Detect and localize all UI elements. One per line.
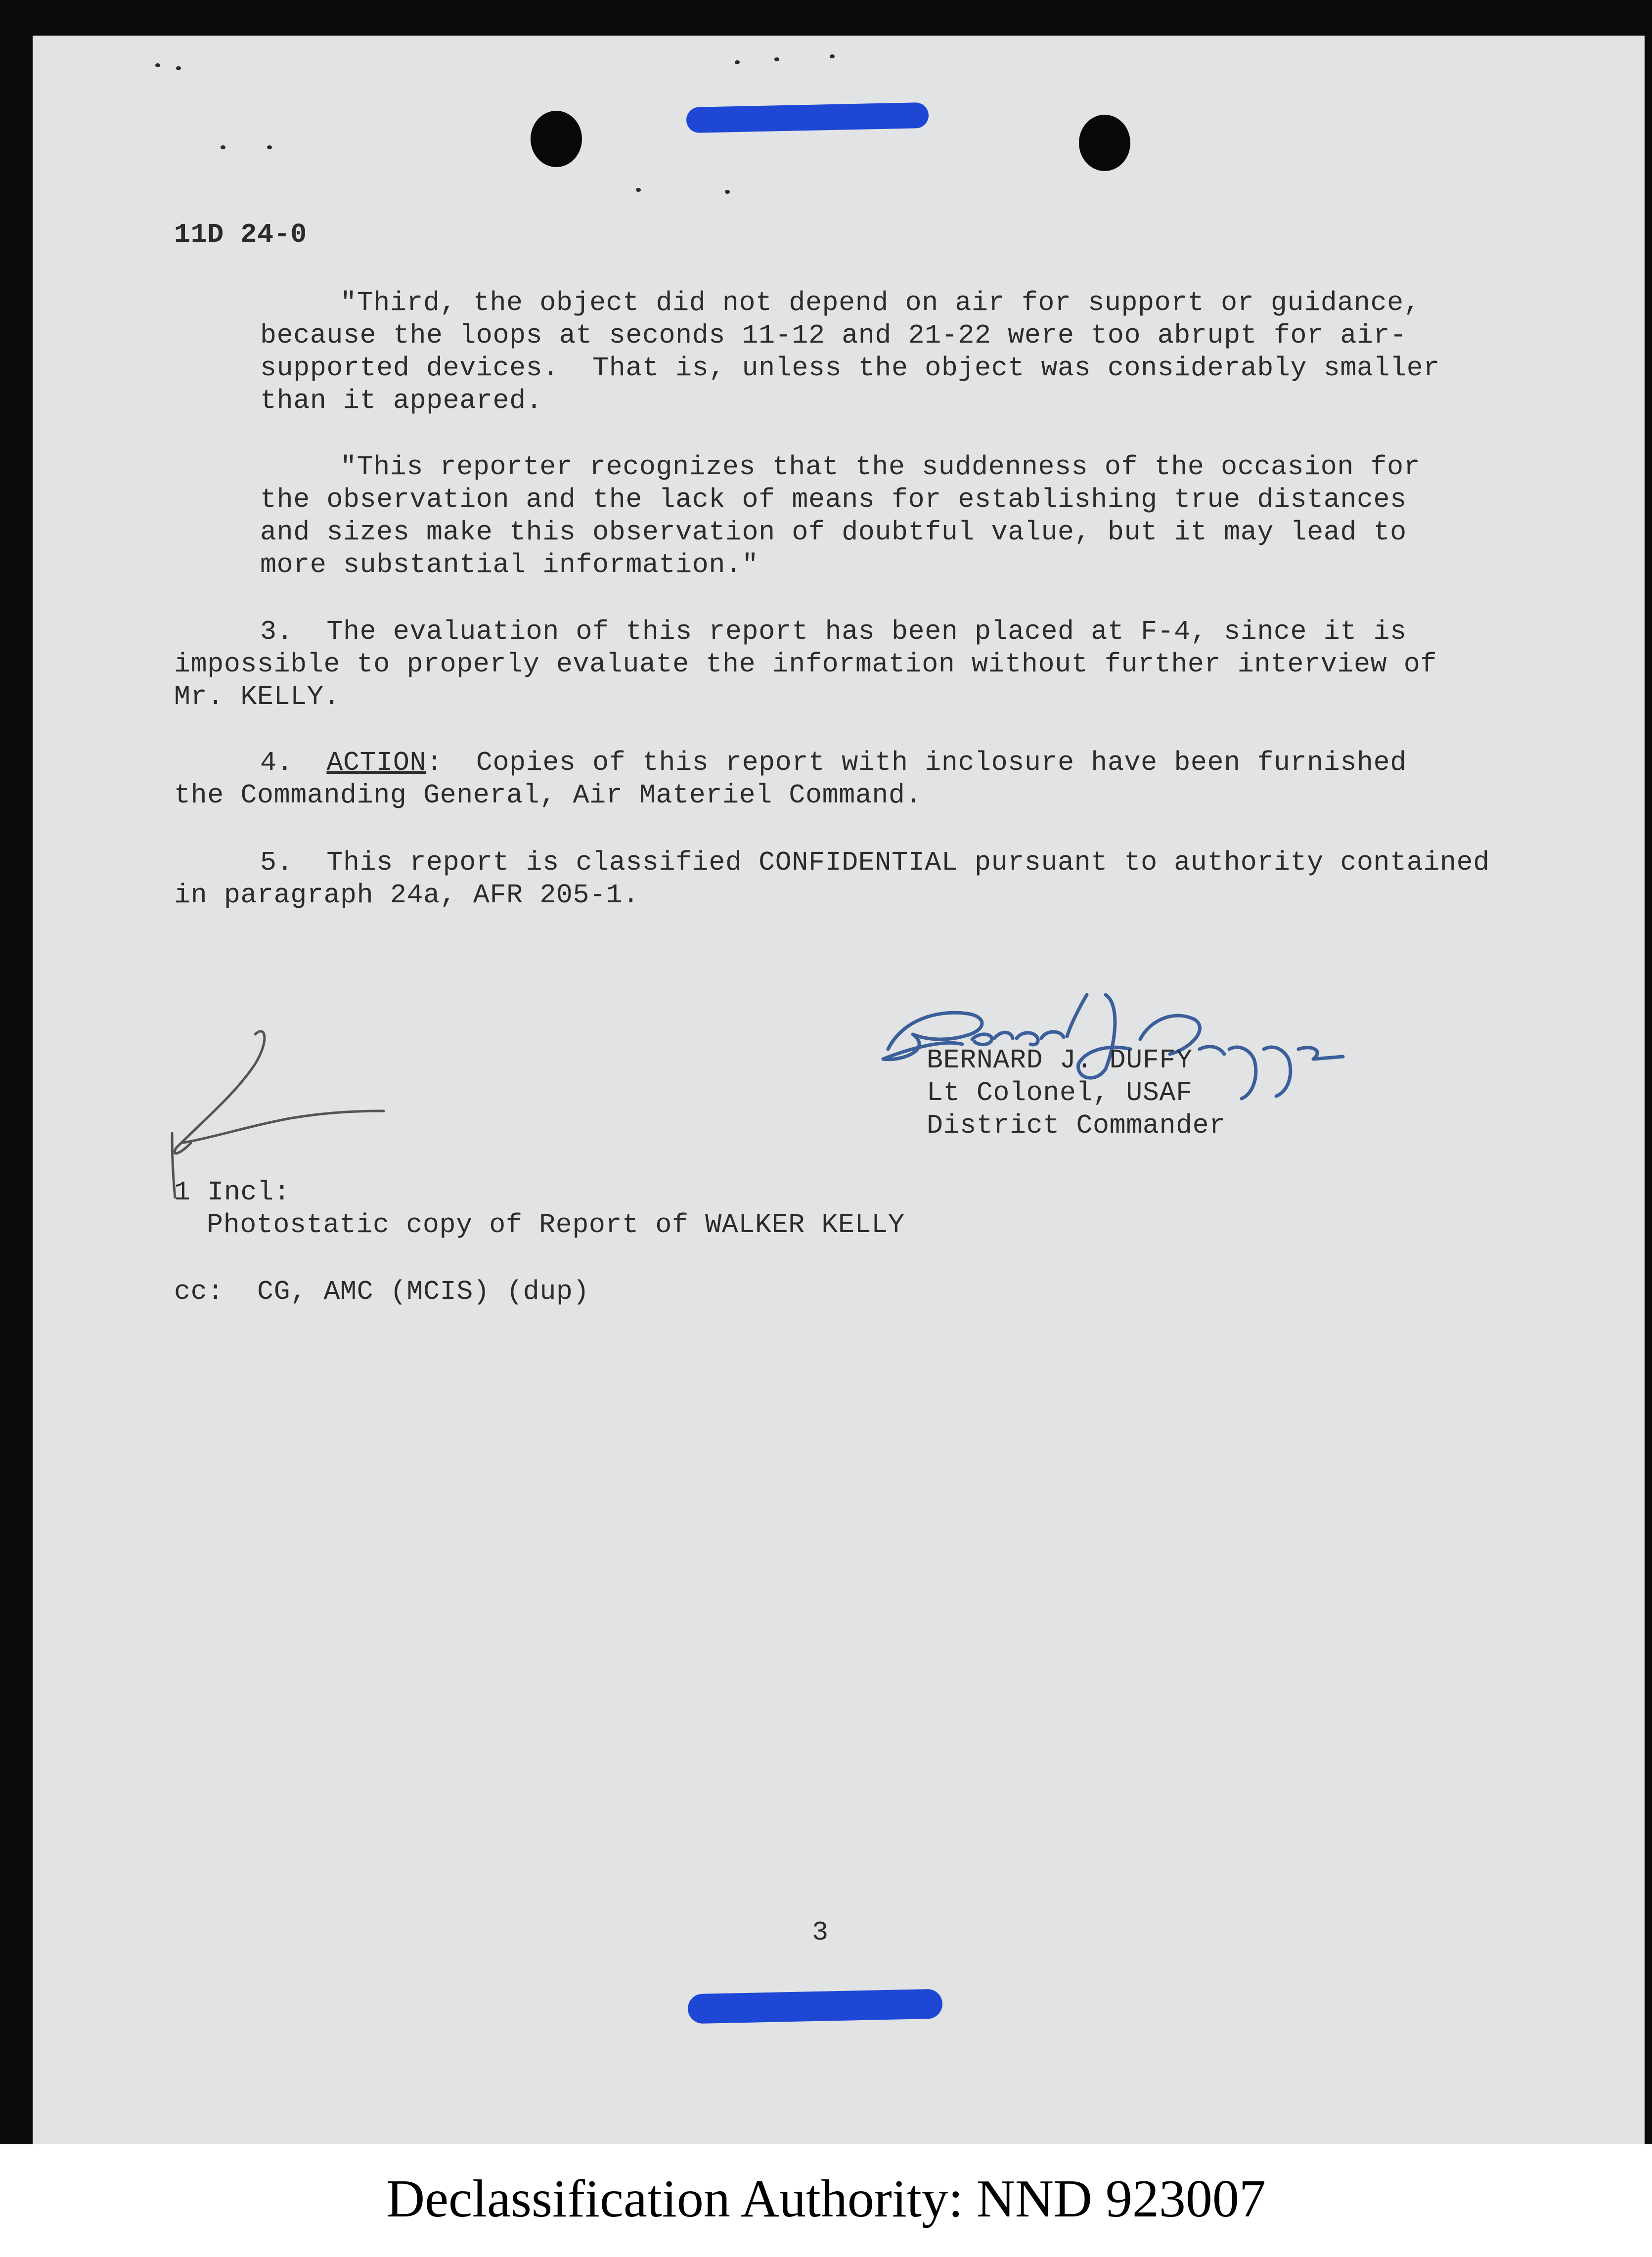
document-page: [33, 36, 1645, 2144]
blue-marker-redaction-bottom: [687, 1989, 942, 2024]
file-reference: 11D 24-0: [174, 219, 307, 250]
text-line: more substantial information.": [260, 549, 759, 580]
speck: [267, 145, 272, 149]
speck: [155, 63, 160, 67]
speck: [176, 66, 181, 70]
text-line: impossible to properly evaluate the information without further interview of: [174, 649, 1437, 680]
speck: [830, 54, 835, 58]
signer-rank: Lt Colonel, USAF: [927, 1077, 1193, 1108]
signer-title: District Commander: [927, 1110, 1226, 1141]
text-line: because the loops at seconds 11-12 and 21-22 were too abrupt for air-: [260, 320, 1407, 351]
enclosure-label: 1 Incl:: [174, 1177, 291, 1208]
blue-marker-redaction-top: [686, 102, 929, 133]
text-line: in paragraph 24a, AFR 205-1.: [174, 880, 639, 911]
text-line: Mr. KELLY.: [174, 681, 341, 712]
speck: [725, 190, 730, 194]
text-line: supported devices. That is, unless the object was considerably smaller: [260, 353, 1440, 384]
text-line: 5. This report is classified CONFIDENTIAL pursuant to authority contained: [260, 847, 1490, 878]
text-line: the observation and the lack of means for establishing true distances: [260, 484, 1407, 515]
paragraph-number: 4.: [260, 747, 294, 778]
punch-hole-left: [531, 111, 582, 167]
speck: [221, 145, 225, 149]
speck: [774, 57, 779, 61]
text-line: the Commanding General, Air Materiel Command.: [174, 780, 922, 811]
text-line: [260, 747, 1407, 779]
page-number: 3: [812, 1917, 829, 1948]
punch-hole-right: [1079, 115, 1130, 171]
carbon-copy-line: cc: CG, AMC (MCIS) (dup): [174, 1276, 590, 1307]
declassification-authority: Declassification Authority: NND 923007: [386, 2169, 1266, 2228]
text-line: "Third, the object did not depend on air for support or guidance,: [340, 287, 1421, 318]
text-line: "This reporter recognizes that the suddenness of the occasion for: [340, 451, 1421, 483]
signer-name: BERNARD J. DUFFY: [927, 1045, 1193, 1076]
action-text: : Copies of this report with inclosure have been furnished: [426, 747, 1407, 778]
enclosure-description: Photostatic copy of Report of WALKER KELLY: [207, 1209, 905, 1240]
text-line: and sizes make this observation of doubtful value, but it may lead to: [260, 517, 1407, 548]
action-label: ACTION: [326, 747, 427, 778]
footer-banner: [0, 2144, 1652, 2257]
text-line: 3. The evaluation of this report has been placed at F-4, since it is: [260, 616, 1407, 647]
text-line: than it appeared.: [260, 385, 543, 416]
speck: [735, 60, 740, 64]
speck: [636, 188, 641, 192]
